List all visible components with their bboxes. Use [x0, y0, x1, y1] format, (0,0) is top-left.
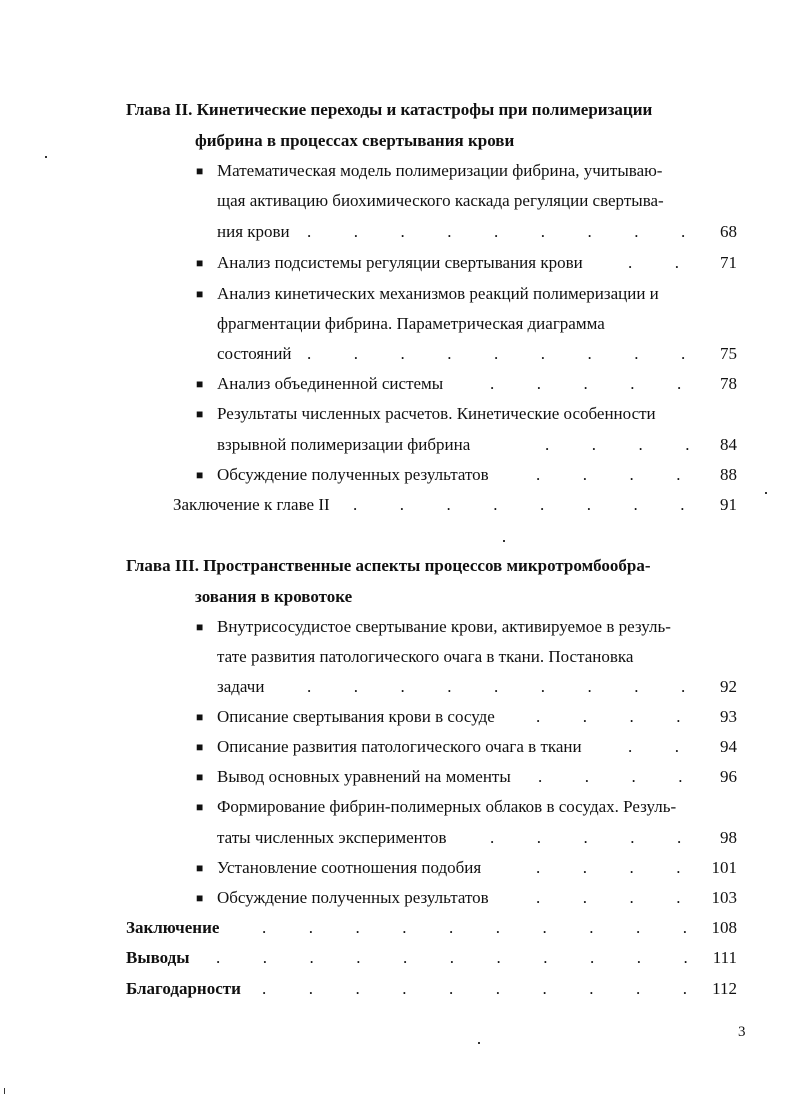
dot-leader: . . . . . . . . . .: [262, 918, 687, 937]
dot-leader: . . . . . . . . .: [307, 344, 686, 363]
dot-leader: . . . .: [536, 888, 681, 907]
dot-leader: . . . . . . . . .: [307, 222, 686, 241]
bullet-icon: ■: [196, 287, 204, 301]
bullet-icon: ■: [196, 710, 204, 724]
toc-page-number: 96: [720, 767, 737, 786]
chapter3-title-line2: зования в кровотоке: [195, 587, 353, 606]
dot-leader: . . . .: [545, 435, 690, 454]
toc-page-number: 108: [711, 918, 737, 937]
dot-leader: . .: [628, 253, 679, 272]
final-entry-acknowledgements: Благодарности: [126, 979, 241, 998]
toc-page-number: 91: [720, 495, 737, 514]
toc-entry-line: Анализ объединенной системы: [217, 374, 444, 393]
scan-speck: [478, 1042, 480, 1044]
chapter2-title-line2: фибрина в процессах свертывания крови: [195, 131, 515, 150]
toc-page-number: 88: [720, 465, 737, 484]
toc-page-number: 111: [712, 948, 737, 967]
toc-page-number: 93: [720, 707, 737, 726]
chapter2-conclusion: Заключение к главе II: [173, 495, 330, 514]
toc-page-number: 112: [712, 979, 737, 998]
dot-leader: . . . .: [536, 858, 681, 877]
toc-entry-line: Внутрисосудистое свертывание крови, активируемое в резуль-: [217, 617, 671, 636]
toc-page-number: 103: [711, 888, 737, 907]
toc-page-number: 71: [720, 253, 737, 272]
toc-entry-line: задачи: [217, 677, 265, 696]
toc-entry-line: Установление соотношения подобия: [217, 858, 482, 877]
toc-entry-line: Анализ подсистемы регуляции свертывания крови: [217, 253, 583, 272]
toc-page-number: 75: [720, 344, 737, 363]
toc-page-number: 84: [720, 435, 737, 454]
bullet-icon: ■: [196, 770, 204, 784]
bullet-icon: ■: [196, 740, 204, 754]
dot-leader: . . . . . . . . .: [307, 677, 686, 696]
toc-page-number: 92: [720, 677, 737, 696]
toc-entry-line: Описание развития патологического очага в ткани: [217, 737, 582, 756]
dot-leader: . . . . .: [490, 828, 682, 847]
toc-entry-line: Обсуждение полученных результатов: [217, 465, 489, 484]
dot-leader: . . . .: [536, 465, 681, 484]
bullet-icon: ■: [196, 407, 204, 421]
final-entry-conclusion: Заключение: [126, 918, 220, 937]
page-number: 3: [738, 1024, 746, 1040]
toc-entry-line: Результаты численных расчетов. Кинетические особенности: [217, 404, 656, 423]
bullet-icon: ■: [196, 256, 204, 270]
toc-page-number: 78: [720, 374, 737, 393]
toc-entry-line: ния крови: [217, 222, 290, 241]
dot-leader: . . . . .: [490, 374, 682, 393]
bullet-icon: ■: [196, 468, 204, 482]
bullet-icon: ■: [196, 861, 204, 875]
toc-page-number: 94: [720, 737, 737, 756]
bullet-icon: ■: [196, 800, 204, 814]
dot-leader: . . . .: [536, 707, 681, 726]
dot-leader: . . . .: [538, 767, 683, 786]
toc-entry-line: Обсуждение полученных результатов: [217, 888, 489, 907]
toc-entry-line: таты численных экспериментов: [217, 828, 447, 847]
bullet-icon: ■: [196, 164, 204, 178]
toc-page-number: 98: [720, 828, 737, 847]
dot-leader: . . . . . . . .: [353, 495, 685, 514]
bullet-icon: ■: [196, 620, 204, 634]
toc-entry-line: Формирование фибрин-полимерных облаков в сосудах. Резуль-: [217, 797, 677, 816]
toc-entry-line: фрагментации фибрина. Параметрическая диаграмма: [217, 314, 605, 333]
toc-entry-line: Математическая модель полимеризации фибрина, учитываю-: [217, 161, 663, 180]
dot-leader: . . . . . . . . . . .: [216, 948, 688, 967]
dot-leader: . .: [628, 737, 679, 756]
toc-page-number: 68: [720, 222, 737, 241]
dot-leader: . . . . . . . . . .: [262, 979, 687, 998]
toc-entry-line: щая активацию биохимического каскада регуляции свертыва-: [217, 191, 664, 210]
chapter3-title-line1: Глава III. Пространственные аспекты процессов микротромбообра-: [126, 556, 651, 575]
chapter2-title-line1: Глава II. Кинетические переходы и катастрофы при полимеризации: [126, 100, 653, 119]
scan-speck: [503, 540, 505, 542]
toc-entry-line: Вывод основных уравнений на моменты: [217, 767, 511, 786]
toc-entry-line: состояний: [217, 344, 292, 363]
final-entry-findings: Выводы: [126, 948, 190, 967]
scan-speck: [45, 156, 47, 158]
toc-page-number: 101: [711, 858, 737, 877]
scan-speck: [765, 492, 767, 494]
toc-entry-line: Анализ кинетических механизмов реакций полимеризации и: [217, 284, 659, 303]
bullet-icon: ■: [196, 377, 204, 391]
toc-entry-line: взрывной полимеризации фибрина: [217, 435, 471, 454]
toc-entry-line: Описание свертывания крови в сосуде: [217, 707, 495, 726]
toc-entry-line: тате развития патологического очага в ткани. Постановка: [217, 647, 634, 666]
scan-speck: [4, 1088, 5, 1094]
bullet-icon: ■: [196, 891, 204, 905]
